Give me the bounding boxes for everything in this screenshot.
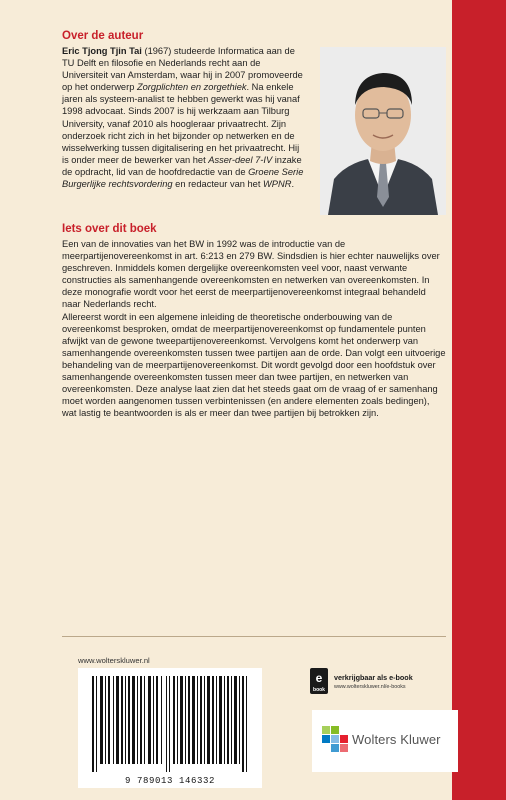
- author-bio-part-2: . Na enkele jaren als systeem-analist te hebben gewerkt was hij vanaf 1998 advocaat. Sinds 2007 is hij werkzaam aan Tilburg University, vanaf 2010 als hoogleraar privaatrecht. Zijn onderzoek richt zich in het bijzonder op netwerken en de wisselwerking tussen digitalisering en het privaatrecht. Hij is onder meer de bewerker van het: [62, 82, 300, 165]
- author-photo: [320, 47, 446, 215]
- book-heading: Iets over dit boek: [62, 223, 157, 235]
- barcode-bars-icon: [92, 676, 248, 772]
- author-bio-part-1: (1967) studeerde Informatica aan de TU Delft en filosofie en Nederlands recht aan de Universiteit van Amsterdam, waar hij in 2007 promoveerde op het onderwerp: [62, 46, 303, 93]
- author-series-title: Groene Serie Burgerlijke rechtsvordering: [62, 166, 304, 190]
- ebook-icon-small-text: book: [313, 687, 325, 693]
- red-spine-band: [452, 0, 506, 800]
- author-asser-title: Asser-deel 7-IV: [208, 154, 273, 165]
- ebook-url[interactable]: www.wolterskluwer.nl/e-books: [334, 684, 406, 690]
- author-heading: Over de auteur: [62, 30, 144, 42]
- author-bio-part-3: inzake de opdracht, lid van de hoofdredactie van de: [62, 154, 302, 177]
- author-bio-part-4: en redacteur van het: [172, 179, 264, 190]
- ebook-icon: [310, 668, 328, 694]
- author-name: Eric Tjong Tjin Tai: [62, 46, 142, 56]
- book-paragraph-2: Allereerst wordt in een algemene inleiding de theoretische onderbouwing van de overeenkomst besproken, omdat de meerpartijenovereenkomst op fundamentele punten afwijkt van de gewone tweepartijenovereenkomst. Vervolgens komt het onderwerp van samenhangende overeenkomsten tussen twee partijen aan de orde. Dan volgt een uitvoerige behandeling van de meerpartijenovereenkomst. Dit wordt gevolgd door een hoofdstuk over samenhangende overeenkomsten tussen meer dan twee partijen, en netwerken van overeenkomsten. Deze analyse laat zien dat het steeds gaat om de vraag of er samenhang moet worden aangenomen tussen verbintenissen (en andere elementen zoals bedingen), wat lastig te beantwoorden is als er meer dan twee partijen bij betrokken zijn.: [62, 311, 446, 419]
- isbn-barcode: [78, 668, 262, 788]
- footer-divider: [62, 636, 446, 637]
- author-bio: [62, 45, 308, 190]
- author-section: [62, 30, 446, 215]
- publisher-name: Wolters Kluwer: [352, 732, 441, 747]
- publisher-website[interactable]: www.wolterskluwer.nl: [78, 656, 150, 665]
- author-thesis-title: Zorgplichten en zorgethiek: [136, 82, 247, 93]
- publisher-logo-box: [312, 710, 458, 772]
- isbn-number: 9 789013 146332: [124, 776, 215, 786]
- wolters-kluwer-logo-icon: [322, 726, 348, 752]
- ebook-label: verkrijgbaar als e-book: [334, 673, 413, 682]
- author-journal-title: WPNR: [263, 179, 292, 190]
- cover-text-area: [62, 30, 446, 419]
- ebook-icon-letter: e: [315, 671, 323, 685]
- author-bio-end: .: [291, 179, 295, 190]
- ebook-badge[interactable]: [310, 668, 458, 698]
- book-paragraph-1: Een van de innovaties van het BW in 1992 was de introductie van de meerpartijenovereenkomst in art. 6:213 en 279 BW. Sindsdien is hier echter nauwelijks over geschreven. Inmiddels komen dergelijke overeenkomsten veel voor, naast verwante constructies als samenhangende overeenkomsten en netwerken van overeenkomsten. In deze monografie wordt voor het eerst de meerpartijenovereenkomst integraal behandeld naar Nederlands recht.: [62, 239, 440, 310]
- author-portrait-image: [320, 47, 446, 215]
- book-section: [62, 223, 446, 419]
